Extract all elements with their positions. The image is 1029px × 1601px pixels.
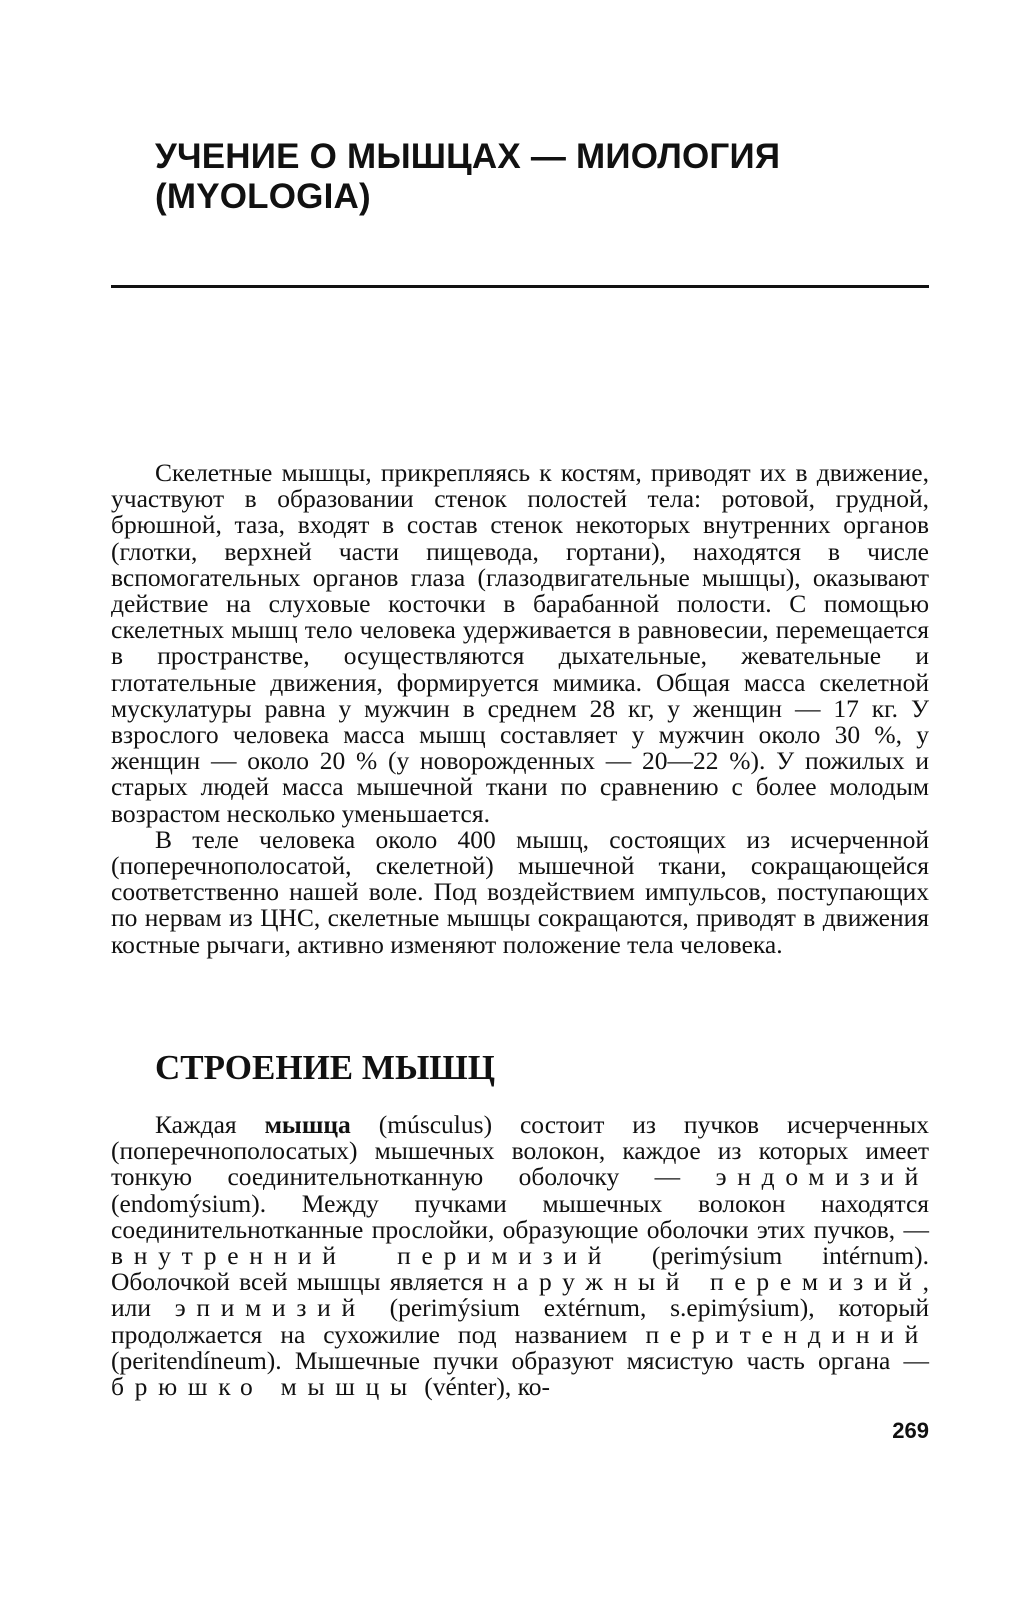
term-muscle: мышца xyxy=(264,1110,351,1139)
term-epimysium: эпимизий xyxy=(174,1293,366,1323)
term-peritendineum: перитендиний xyxy=(645,1319,929,1349)
term-belly: брюшко мышцы xyxy=(111,1372,418,1402)
text-run: (endomýsium). Между пучками мышечных волокон находятся соединительнотканные прослойки, образующие оболочки этих пучков, — xyxy=(111,1188,929,1244)
text-run: , или xyxy=(111,1267,929,1323)
intro-text xyxy=(111,460,929,958)
chapter-title-line-1: УЧЕНИЕ О МЫШЦАХ — МИОЛОГИЯ xyxy=(155,137,781,176)
term-internal-perimysium: внутренний перимизий xyxy=(111,1241,613,1271)
section-paragraph xyxy=(111,1112,929,1400)
section-heading: СТРОЕНИЕ МЫШЦ xyxy=(155,1048,495,1087)
text-run: (perimýsium extérnum, s.epimýsium), который продолжается на сухожилие под названием xyxy=(111,1293,929,1349)
text-run: (perimýsium intérnum). Оболочкой всей мышцы является xyxy=(111,1241,929,1297)
intro-paragraph-1: Скелетные мышцы, прикрепляясь к костям, приводят их в движение, участвуют в образовании стенок полостей тела: ротовой, грудной, брюшной, таза, входят в состав стенок некоторых внутренних органов (глотки, верхней части пищевода, гортани), находятся в числе вспомогательных органов глаза (глазодвигательные мышцы), оказывают действие на слуховые косточки в барабанной полости. С помощью скелетных мышц тело человека удерживается в равновесии, перемещается в пространстве, осуществляются дыхательные, жевательные и глотательные движения, формируется мимика. Общая масса скелетной мускулатуры равна у мужчин в среднем 28 кг, у женщин — 17 кг. У взрослого человека масса мышц составляет у мужчин около 30 %, у женщин — около 20 % (у новорожденных — 20—22 %). У пожилых и старых людей масса мышечной ткани по сравнению с более молодым возрастом несколько уменьшается. xyxy=(111,458,929,828)
title-divider xyxy=(111,285,929,288)
chapter-title-line-2: (MYOLOGIA) xyxy=(155,177,371,216)
page-number: 269 xyxy=(892,1418,929,1443)
chapter-title xyxy=(155,137,915,217)
text-run: (músculus) состоит из пучков исчерченных (поперечнополосатых) мышечных волокон, каждое из которых имеет тонкую соединительнотканную оболочку — xyxy=(111,1110,929,1192)
intro-paragraph-2: В теле человека около 400 мышц, состоящих из исчерченной (поперечнополосатой, скелетной) мышечной ткани, сокращающейся соответственно нашей воле. Под воздействием импульсов, поступающих по нервам из ЦНС, скелетные мышцы сокращаются, приводят в движения костные рычаги, активно изменяют положение тела человека. xyxy=(111,824,929,959)
section-text xyxy=(111,1112,929,1400)
term-external-perimysium: наружный перемизий xyxy=(492,1267,923,1297)
term-endomysium: эндомизий xyxy=(715,1162,929,1192)
text-run: (peritendíneum). Мышечные пучки образуют мясистую часть органа — xyxy=(111,1345,929,1375)
text-run: (vénter), ко- xyxy=(417,1372,551,1402)
text-run: Каждая xyxy=(155,1110,265,1139)
